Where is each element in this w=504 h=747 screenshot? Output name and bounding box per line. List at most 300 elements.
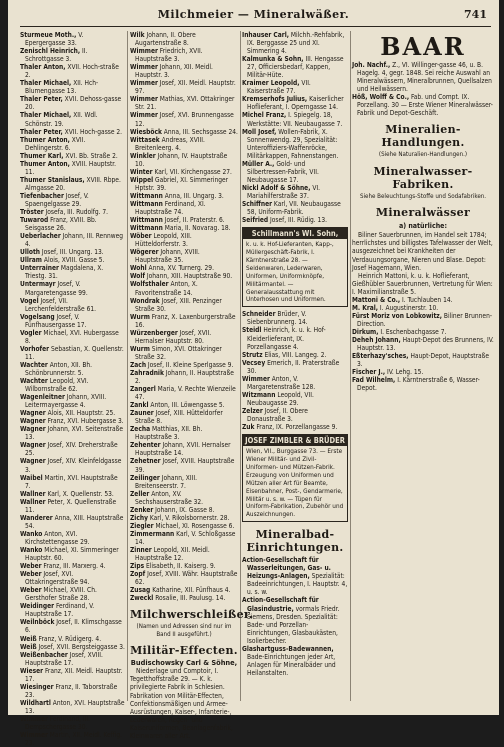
entry-detail: Anton, V. Margaretenstraße 128. [247, 374, 316, 391]
entry-detail: Anna, XV. Turnerg. 29. [146, 264, 214, 273]
entry-name: Wieser [20, 666, 44, 675]
entry-name: Wanderer [20, 513, 53, 522]
entry-detail: Heinrich, k. u. k. Hof-Kleiderlieferant, IX. Porzellangasse 4. [247, 326, 326, 351]
directory-entry [20, 280, 125, 296]
entry-detail: Josef, V. Margaretengasse 99. [25, 280, 88, 297]
directory-entry [242, 596, 348, 644]
entry-name: Wachter [20, 360, 48, 369]
entry-name: Moll Josef, [242, 127, 277, 136]
entry-name: Zehetner [130, 457, 161, 466]
section-heading: Mineralien-Handlungen. [381, 123, 465, 150]
entry-name: Vorhofer [20, 344, 50, 353]
entry-name: Wagenleitner [20, 393, 65, 402]
directory-entry [130, 385, 238, 401]
entry-name: Eßterhazy'sches, [352, 352, 409, 361]
directory-entry [352, 296, 494, 304]
directory-entry [20, 457, 125, 473]
entry-name: Inhauser Carl, [242, 31, 289, 39]
entry-name: Wimmer [20, 714, 48, 723]
entry-detail: Michael, XI. Rosengasse 6. [153, 521, 235, 530]
entry-detail: XII. Hch-Blumengasse 13. [25, 79, 99, 96]
directory-entry [130, 313, 238, 329]
paragraph: Biliner Sauerbrunnen, im Handel seit 1784; herrlichstes und billigstes Tafelwasser der Welt, ausgezeichnet bei Krankheiten der Verdauungsorgane, Nieren und Blase. Depot: Josef Hagemann, Wien. [352, 231, 493, 272]
entry-name: Kalmunka & Sohn, [242, 55, 304, 64]
entry-name: Fad Wilhelm, [352, 376, 396, 385]
section-heading: Mineralwasser-Fabriken. [373, 164, 473, 191]
entry-name: Nickl Adolf & Söhne, [242, 183, 311, 192]
directory-entry [130, 409, 238, 425]
entry-detail: XVI. Bb. Straße 2. [63, 151, 118, 160]
section-heading: Mineralwässer [375, 206, 471, 220]
entry-detail: Franz, XVIII. Bb. Seisgasse 26. [25, 216, 97, 233]
column-divider [127, 31, 128, 701]
directory-entry [130, 63, 238, 79]
entry-detail: Gold- und Silbertressen-Fabrik, VII. Neubaugasse 17. [247, 159, 319, 184]
col3-entries-2 [242, 310, 348, 431]
advertisement [242, 227, 348, 307]
entry-detail: Franz, X. Laxenburgerstraße 16. [135, 312, 236, 329]
entry-name: Ueberlacher [20, 232, 61, 241]
col4-entries [352, 296, 494, 393]
column-divider [240, 31, 241, 701]
entry-name: Wittmann [130, 216, 163, 225]
col2-entries [130, 31, 238, 602]
entry-name: M. Kral, [352, 303, 379, 312]
directory-entry [242, 391, 348, 407]
entry-detail: Johann, II. Obere Augartenstraße 8. [135, 31, 196, 48]
entry-detail: Johann, XIII. Breitenseerstr. 7. [135, 473, 197, 490]
directory-entry [130, 506, 238, 514]
directory-entry [352, 61, 494, 93]
entry-detail: Katharine, XII. Fünfhaus 4. [150, 586, 231, 595]
entry-detail: Martin, XVI. Hauptstraße 7. [25, 473, 118, 490]
entry-name: Wiesböck [130, 127, 162, 136]
entry-detail: Maria, V. Rechte Wienzeile 47. [135, 385, 236, 402]
directory-entry [20, 208, 125, 216]
entry-detail: Josef, XVII. Hernalser Hauptstr. 80. [135, 328, 212, 345]
entry-name: Ulloth [20, 248, 41, 257]
entry-detail: Simon, XVI. Ottakringer Straße 32. [135, 344, 222, 361]
directory-entry [20, 731, 125, 747]
directory-entry [20, 441, 125, 457]
entry-detail: I. Eschenbachgasse 7. [378, 327, 447, 336]
entry-detail: Magdalena, X. Triestg. 31. [25, 264, 104, 281]
column-divider [350, 31, 351, 701]
entry-detail: Spezialität: Badeeinrichtungen, I. Hauptstr. 4, u. s. w. [247, 572, 348, 597]
entry-detail: XVII. Dehlingerstr. 6. [25, 135, 86, 152]
entry-detail: Matthias, XII. Bh. Hauptstraße 3. [135, 425, 203, 442]
section-note: (Siehe Naturalien-Handlungen.) [378, 151, 468, 159]
sub-heading: a) natürliche: [399, 222, 447, 231]
directory-entry [352, 376, 494, 392]
directory-entry [20, 602, 125, 618]
directory-entry [130, 248, 238, 264]
entry-detail: Anton, XVI. Kirchstettengasse 29. [25, 529, 90, 546]
entry-detail: II. Schrottgasse 3. [25, 47, 88, 64]
entry-name: Wagner [20, 441, 46, 450]
entry-detail: Kaiserlicher Hoflieferant, I. Operngasse 14. [247, 95, 344, 112]
entry-detail: Anna, III. Sechsgasse 24. [161, 127, 238, 136]
entry-name: Würzenberger [130, 328, 178, 337]
entry-name: Wolfsthaler [130, 280, 169, 289]
entry-detail: Josef, III. Ungarg. 13. [40, 248, 104, 257]
directory-entry [130, 216, 238, 224]
directory-entry [20, 47, 125, 63]
entry-name: Wimmer [242, 374, 270, 383]
entry-name: Wippel [130, 175, 154, 184]
entry-detail: XVII. Hoch-gasse 2. [62, 127, 123, 136]
entry-detail: Josef, II. Klimschgasse 6. [25, 618, 122, 635]
directory-entry [20, 643, 125, 651]
directory-entry [130, 232, 238, 248]
entry-name: Wagner [20, 425, 46, 434]
directory-entry [20, 361, 125, 377]
entry-name: Wiesinger [20, 682, 54, 691]
entry-detail: Johann, XIII. Hauptstraße 90. [145, 272, 233, 281]
entry-detail: Ferdinand, V. Hauptstraße 17. [25, 602, 95, 619]
entry-detail: Johann, XVII. Hernalser Hauptstraße 14. [135, 441, 231, 458]
entry-detail: Josef, XIII. Penzinger Straße 30. [135, 296, 222, 313]
entry-detail: Anna, XIII. Hauptstraße 54. [25, 513, 124, 530]
directory-entry [130, 401, 238, 409]
entry-name: Wanko [20, 529, 43, 538]
entry-detail: Haupt-Depot des Brunnens, IV. Hauptstr. 13. [357, 335, 494, 353]
entry-name: Ullram [20, 256, 42, 265]
directory-entry [242, 216, 348, 224]
entry-detail: V. Epergergasse 33. [25, 31, 84, 48]
ad-title: JOSEF ZIMBLER & BRÜDER [243, 435, 347, 446]
directory-entry [20, 264, 125, 280]
directory-entry [130, 570, 238, 586]
directory-entry [242, 375, 348, 391]
directory-entry [130, 111, 238, 127]
entry-detail: Johann, XVIII. Leitermayergasse 4. [25, 393, 107, 410]
directory-entry [130, 47, 238, 63]
col3-section-entries [242, 556, 348, 677]
directory-entry [130, 361, 238, 369]
directory-entry [130, 586, 238, 594]
directory-entry [130, 297, 238, 313]
entry-detail: Mathias, XVI. Ottakringer Str. 21. [135, 95, 235, 112]
entry-detail: Anton, XVI. Hauptstraße 13. [25, 698, 125, 715]
entry-name: Wagner [20, 457, 46, 466]
entry-name: Wurm [130, 312, 150, 321]
ad-text: Wien, VII., Burggasse 73. — Erste Wiener Militär- und Zivil-Uniformen- und Mützen-Fabrik. Erzeugung von Uniformen und Mützen aller Art für Beamte, Eisenbahner, Post-, Gendarmerie, Militär u. s. w. — Tüpen für Uniform-Fabrikation, Zubehör und Auszeichnungen. [246, 447, 344, 519]
directory-entry [20, 248, 125, 256]
entry-name: Waibel [20, 473, 43, 482]
entry-name: Wittmann [130, 224, 163, 233]
directory-entry [130, 168, 238, 176]
entry-detail: Josef, II. Praterstr. 6. [162, 216, 225, 225]
entry-detail: Elias, VIII. Langeg. 2. [262, 350, 327, 359]
entry-name: Wagner [20, 409, 46, 418]
directory-entry [20, 570, 125, 586]
directory-entry [130, 457, 238, 473]
directory-entry [352, 93, 494, 117]
directory-entry [242, 310, 348, 326]
directory-entry [352, 336, 494, 352]
directory-entry [130, 264, 238, 272]
entry-name: Wittmann [130, 191, 163, 200]
entry-detail: VI. Mariahilferstraße 37. [247, 183, 321, 200]
entry-name: Wolf [130, 272, 145, 281]
directory-entry [20, 136, 125, 152]
directory-entry [20, 651, 125, 667]
running-head [8, 8, 499, 24]
entry-name: Zach [130, 360, 147, 369]
entry-name: Action-Gesellschaft für Wasserleitungen, Gas- u. Heizungs-Anlagen, [242, 556, 331, 581]
directory-entry [20, 514, 125, 530]
directory-entry [130, 474, 238, 490]
directory-entry [352, 304, 494, 312]
directory-entry [130, 176, 238, 192]
entry-detail: Andreas, XVIII. Breitenleerg. 4. [135, 135, 205, 152]
directory-entry [20, 160, 125, 176]
directory-entry [242, 79, 348, 95]
entry-detail: Josefa, III. Rudolfg. 7. [43, 208, 109, 217]
entry-name: Zecha [130, 425, 151, 434]
directory-entry [242, 556, 348, 596]
entry-detail: Alois, XVIII. Gasse 5. [42, 256, 105, 265]
directory-entry [20, 530, 125, 546]
directory-entry [242, 160, 348, 184]
directory-entry [20, 699, 125, 715]
entry-name: Zangerl [130, 385, 156, 394]
directory-entry [20, 409, 125, 417]
entry-detail: Elisabeth, II. Kaiserg. 9. [144, 562, 216, 571]
entry-detail: Alois, XII. Hauptstr. 25. [45, 409, 116, 418]
entry-name: Zopf [130, 570, 146, 579]
directory-entry [20, 313, 125, 329]
entry-name: Wittasek [130, 135, 160, 144]
entry-name: Zelzer [242, 406, 263, 415]
entry-detail: Franz, IX. Porzellangasse 9. [254, 423, 338, 432]
entry-name: Wögerer [130, 248, 159, 257]
directory-entry [20, 683, 125, 699]
entry-detail: Johann, III. Rennweg 4. [25, 232, 123, 249]
directory-entry [130, 136, 238, 152]
entry-name: Wanko [20, 546, 43, 554]
entry-name: Tröster [20, 208, 44, 217]
page-number: 741 [464, 8, 487, 21]
entry-name: Schneider [242, 310, 276, 319]
entry-detail: Josef, XVIII. Hauptstraße 39. [135, 457, 235, 474]
directory-entry [130, 128, 238, 136]
entry-detail: Martin, XII. Meidl. Keffig. 23. [25, 731, 123, 747]
directory-entry [20, 31, 125, 47]
entry-name: Wimmer [130, 111, 158, 120]
directory-entry [130, 562, 238, 570]
directory-entry [20, 618, 125, 634]
entry-detail: Karl, X. Quellenstr. 53. [45, 489, 114, 498]
entry-name: Zinner [130, 546, 152, 554]
directory-entry [20, 79, 125, 95]
directory-entry [242, 111, 348, 127]
entry-name: Zeller [130, 489, 150, 498]
entry-detail: VII. Kaiserstraße 77. [247, 79, 311, 96]
directory-entry [130, 522, 238, 530]
entry-detail: Johann, XVI. Seitenstraße 13. [25, 425, 123, 442]
directory-entry [130, 224, 238, 232]
entry-name: Ziegler [130, 521, 154, 530]
entry-name: Wohl [130, 264, 147, 273]
directory-entry [352, 352, 494, 368]
entry-name: Vogler [20, 328, 42, 337]
page-title: Milchmeier — Mineralwäßer. [157, 8, 350, 21]
advertisement [242, 434, 348, 522]
entry-detail: Franz, V. Rüdigerg. 4. [36, 634, 102, 643]
entry-detail: III. Hengasse 27, Officiersbedarf, Kappen, Militär-Hüte. [247, 55, 344, 80]
entry-name: Zweckl [130, 594, 154, 603]
entry-detail: I. Spiegelg. 18, Werkstätte: VII. Neubaugasse 7. [247, 111, 343, 128]
directory-entry [20, 562, 125, 570]
directory-entry [130, 345, 238, 361]
entry-detail: Franz, III. Marxerg. 4. [41, 562, 106, 571]
entry-detail: XVIII. Rbpe. Almgasse 20. [25, 175, 121, 192]
entry-detail: Franz, XVI. Hubergasse 3. [45, 417, 124, 426]
entry-detail: Michael, XVIII. Ch. Gersthofer Straße 28. [25, 586, 97, 603]
entry-name: Zenischl Heinrich, [20, 47, 81, 56]
entry-name: Wöber [130, 232, 152, 241]
entry-detail: Leopold, VII. Neubaugasse 29. [247, 390, 314, 407]
directory-entry [130, 425, 238, 441]
entry-detail: Michael, XVI. Hubergasse 8. [25, 328, 119, 345]
entry-detail: Fab. und Compt. IX. Porzellang. 30 — Erste Wiener Mineralwässer-Fabrik und Depot-Geschäft. [357, 93, 493, 118]
brand-logo: BAAR [380, 32, 466, 61]
entry-name: Vecsey [242, 358, 266, 367]
directory-entry [20, 176, 125, 192]
entry-detail: Karl, VII. Kirchengasse 27. [152, 167, 232, 176]
directory-entry [130, 200, 238, 216]
section-note: Siehe Beleuchtungs-Stoffe und Sodafabriken. [359, 192, 487, 200]
directory-entry [20, 474, 125, 490]
section-heading: Milchwerschleißer. [130, 608, 254, 622]
entry-name: Kremserhofs Julius, [242, 95, 308, 104]
col3-entries [242, 31, 348, 224]
directory-entry [242, 351, 348, 359]
directory-entry [130, 514, 238, 522]
entry-name: Tiefenbacher [20, 191, 64, 200]
entry-name: Wondrak [130, 296, 160, 305]
entry-detail: Bade-Einrichtungen jeder Art, Anlagen für Mineralbäder und Heilanstalten. [247, 652, 336, 677]
entry-name: Weber [20, 570, 42, 579]
entry-name: Zichy [130, 513, 148, 522]
entry-detail: Josef, XVIII. Hauptstraße 17. [25, 650, 103, 667]
entry-detail: Milchh.-Rehfabrik, IX. Berggasse 25 und XI. Simmering 4. [247, 31, 345, 56]
entry-name: Wurm [130, 344, 150, 353]
directory-entry [130, 490, 238, 506]
directory-entry [20, 232, 125, 248]
entry-name: Weiß [20, 634, 37, 643]
entry-name: Zips [130, 562, 145, 571]
section-heading: Militär-Effecten. [130, 644, 238, 658]
entry-detail: Josef, XIII. Hütteldorfer Straße 8. [135, 409, 223, 426]
entry-detail: Franz, XII. Meidl. Hauptstr. 17. [25, 666, 123, 683]
entry-name: Untermayr [20, 280, 56, 289]
entry-detail: Josef, III. Rüdig. 13. [268, 216, 327, 225]
entry-detail: Josef, XVII. Bergsteiggasse 3. [36, 642, 125, 651]
entry-name: Tuwarod [20, 216, 49, 225]
entry-detail: Franz, II. Taborstraße 23. [25, 682, 118, 699]
firm-name: Budischowsky Carl & Söhne, [130, 658, 238, 668]
directory-entry [242, 31, 348, 55]
column-4 [352, 31, 494, 703]
entry-detail: Sebastian, X. Quellenstr. 11. [25, 344, 124, 361]
directory-entry [20, 111, 125, 127]
entry-detail: Ferdinand, XI. Hauptstraße 74. [135, 199, 206, 217]
directory-entry [130, 329, 238, 345]
entry-detail: Josef, XVIII. Währ. Hauptstraße 62. [135, 570, 238, 587]
entry-name: Wittmann [130, 199, 163, 208]
column-1 [20, 31, 125, 747]
entry-detail: Josef, XIV. Kleinfeldgasse 3. [25, 457, 122, 474]
entry-detail: Brüder, V. Siebenbrunnerg. 14. [247, 310, 308, 327]
entry-name: Schiffner [242, 199, 273, 208]
directory-entry [352, 312, 494, 328]
entry-name: Kraimer Leopold, [242, 79, 300, 88]
entry-name: Wimmer [130, 63, 158, 72]
entry-name: Glashartguss-Badewannen, [242, 644, 334, 653]
directory-entry [130, 441, 238, 457]
entry-name: Joh. Nachf., [352, 61, 391, 69]
entry-detail: Anton, X. Favoritenstraße 14. [135, 280, 198, 297]
directory-entry [242, 407, 348, 423]
entry-detail: Anton, III. Löwengasse 5. [148, 401, 225, 410]
entry-detail: Josef, XII. Meidl. Hauptstr. 97. [135, 79, 236, 96]
directory-entry [20, 63, 125, 79]
entry-name: Wagner [20, 417, 46, 426]
directory-entry [20, 297, 125, 313]
ad-text: k. u. k. Hof-Lieferanten, Kapp-, Müllergeschäft-Fabrik, I. Kärntnerstraße 28. — Seidenwaren, Lederwaren, Uniformen, Uniformknöpfe, Militärmantel. — Generalausstattung mit Unterhosen und Uniformen. [246, 240, 334, 304]
entry-name: Dirkum, [352, 327, 379, 336]
entry-name: Thaler Michael, [20, 111, 72, 120]
directory-entry [20, 152, 125, 160]
col4-intro [352, 61, 494, 117]
paragraph: Heinrich Mattoni, k. u. k. Hoflieferant, Gießhübler Sauerbrunnen, Vertretung für Wien: I. Maximilianstraße 5. [352, 271, 493, 296]
directory-entry [242, 645, 348, 677]
entry-detail: Johann, XVIII. Hauptstraße 35. [135, 248, 200, 265]
entry-name: Thaler Peter, [20, 95, 63, 104]
entry-detail: I. Kärntnerstraße 6, Wasser-Depot. [357, 376, 480, 393]
entry-detail: Biliner Brunnen-Direction. [357, 311, 492, 328]
directory-entry [20, 586, 125, 602]
entry-detail: IV. Lehg. 15. [385, 368, 424, 377]
entry-name: Wilk [130, 31, 145, 39]
entry-detail: XVII. Dehoss-gasse 20. [25, 95, 122, 112]
entry-name: Unterrainer [20, 264, 59, 273]
entry-name: Zeilinger [130, 473, 160, 482]
entry-detail: Johann, IV. Hauptstraße 10. [135, 151, 228, 168]
directory-entry [130, 79, 238, 95]
entry-name: Wimmer [130, 95, 158, 104]
entry-detail: Johann, II. Hauptstraße 2. [135, 368, 234, 386]
entry-detail: Gabriel, XI. Simmeringer Hptstr. 39. [135, 175, 229, 192]
entry-detail: Josef, XIV. Dreherstraße 25. [25, 441, 118, 458]
directory-entry [242, 200, 348, 216]
directory-entry [130, 530, 238, 546]
directory-entry [20, 393, 125, 409]
entry-detail: Michael, XI. Simmeringer Hauptstr. 60. [25, 546, 119, 563]
directory-entry [352, 368, 494, 376]
firm-text: Niederlage und Comptoir, I. Tegetthoffstraße 29. — K. k. privilegierte Fabrik in Schlesien. Fabrikation von Militär-Effecten, Confektionsmäßigen und Armee-Ausrüstungen, Kaiser-, Infanterie-, Lederwaren, Regen- und Kaiseruniformen, Beanlagenfabrik, Kleinwaren aller Art. [130, 667, 233, 740]
directory-entry [352, 328, 494, 336]
entry-detail: Haupt-Depot, Hauptstraße 3. [357, 352, 490, 369]
directory-entry [130, 152, 238, 168]
directory-entry [20, 546, 125, 562]
entry-detail: Karl, V. Schloßgasse 14. [135, 529, 236, 546]
entry-name: Thumer Karl, [20, 151, 64, 160]
entry-detail: Josef, VII. Lerchenfelderstraße 61. [25, 296, 96, 313]
